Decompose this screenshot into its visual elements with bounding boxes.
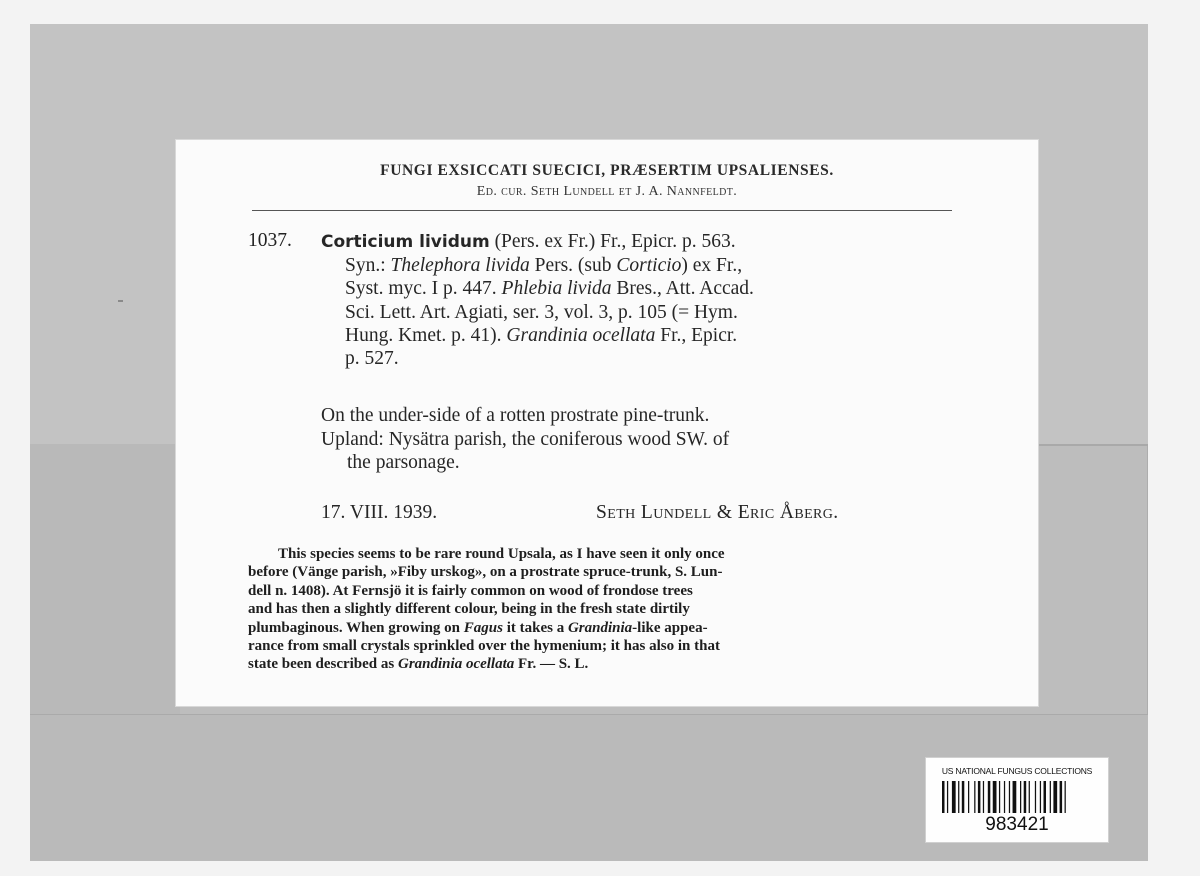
barcode-bar — [1013, 781, 1017, 813]
habitat-line: On the under-side of a rotten prostrate pine-trunk. — [321, 405, 710, 426]
citation-line-5 — [321, 324, 961, 347]
collectors: Seth Lundell & Eric Åberg. — [596, 502, 839, 523]
species-name: Grandinia ocellata — [398, 656, 515, 673]
barcode-bar — [958, 781, 959, 813]
barcode-bar — [1009, 781, 1010, 813]
remarks-text: -like appea- — [632, 619, 708, 636]
barcode-bar — [1040, 781, 1041, 813]
collection-date: 17. VIII. 1939. — [321, 502, 438, 523]
remarks-line — [248, 619, 968, 637]
reference-text: Syst. myc. I p. 447. — [345, 278, 502, 300]
reference-text: Bres., Att. Accad. — [611, 278, 754, 300]
remarks-line: before (Vänge parish, »Fiby urskog», on a prostrate spruce-trunk, S. Lun- — [248, 564, 723, 581]
barcode-bar — [942, 781, 945, 813]
synonym-prefix: Syn.: — [345, 255, 391, 277]
citation-line-3 — [321, 277, 961, 300]
synonym-text: Pers. (sub — [529, 255, 617, 277]
label-editors: Ed. cur. Seth Lundell et J. A. Nannfeldt. — [476, 184, 738, 199]
barcode-bar — [983, 781, 984, 813]
barcode-bar — [1053, 781, 1057, 813]
barcode-bar — [993, 781, 997, 813]
synonym-genus: Corticio — [616, 255, 682, 277]
remarks-line: rance from small crystals sprinkled over the hymenium; it has also in that — [248, 638, 720, 655]
remarks-text: state been described as — [248, 656, 398, 673]
synonym-name: Thelephora livida — [390, 255, 530, 277]
genus-name: Fagus — [463, 619, 503, 636]
barcode-icon — [942, 781, 1092, 813]
barcode-bar — [1020, 781, 1021, 813]
paper-speck — [118, 300, 123, 302]
specimen-label — [176, 140, 1038, 706]
barcode-bar — [974, 781, 975, 813]
reference-text: Fr., Epicr. — [655, 324, 738, 346]
locality-line: Upland: Nysätra parish, the coniferous wood SW. of — [321, 428, 730, 450]
citation-line-2 — [321, 254, 961, 277]
taxon-name: Corticium lividum — [321, 232, 490, 252]
remarks-text: plumbaginous. When growing on — [248, 619, 464, 636]
synonym-name: Grandinia ocellata — [506, 324, 656, 346]
remarks-line: This species seems to be rare round Upsala, as I have seen it only once — [278, 546, 725, 562]
remarks-line — [248, 655, 968, 673]
remarks-line: dell n. 1408). At Fernsjö it is fairly common on wood of frondose trees — [248, 582, 693, 599]
barcode-bar — [1044, 781, 1047, 813]
barcode-bar — [962, 781, 965, 813]
remarks — [248, 545, 968, 674]
genus-name: Grandinia — [567, 619, 633, 636]
citation-line-1 — [321, 230, 961, 254]
barcode-bar — [968, 781, 969, 813]
taxon-authority: (Pers. ex Fr.) Fr., Epicr. p. 563. — [489, 231, 736, 252]
barcode-bar — [978, 781, 981, 813]
barcode-number: 983421 — [985, 814, 1049, 835]
barcode-label — [926, 758, 1108, 842]
label-series-title: FUNGI EXSICCATI SUECICI, PRÆSERTIM UPSALIENSES. — [380, 162, 834, 179]
remarks-text: it takes a — [502, 619, 568, 636]
taxon-citation — [321, 230, 961, 370]
habitat-locality — [321, 404, 981, 475]
barcode-bar — [988, 781, 991, 813]
barcode-bar — [1029, 781, 1030, 813]
barcode-bar — [999, 781, 1000, 813]
barcode-bar — [1065, 781, 1066, 813]
barcode-bar — [952, 781, 956, 813]
reference-text: Hung. Kmet. p. 41). — [345, 324, 507, 346]
synonym-text: ) ex Fr., — [681, 255, 743, 277]
barcode-bar — [1060, 781, 1063, 813]
locality-line-cont: the parsonage. — [347, 452, 460, 473]
barcode-bar — [1050, 781, 1051, 813]
barcode-institution: US NATIONAL FUNGUS COLLECTIONS — [941, 766, 1093, 776]
barcode-bar — [1024, 781, 1026, 813]
exsiccata-number: 1037. — [248, 230, 292, 251]
remarks-text: Fr. — S. L. — [514, 656, 589, 673]
citation-line-4: Sci. Lett. Art. Agiati, ser. 3, vol. 3, p. 105 (= Hym. — [345, 301, 738, 323]
synonym-name: Phlebia livida — [501, 278, 612, 300]
header-rule — [252, 210, 952, 211]
citation-line-6: p. 527. — [345, 348, 399, 370]
barcode-bar — [1004, 781, 1005, 813]
barcode-bar — [947, 781, 948, 813]
remarks-line: and has then a slightly different colour, being in the fresh state dirtily — [248, 601, 690, 618]
barcode-bar — [1035, 781, 1036, 813]
